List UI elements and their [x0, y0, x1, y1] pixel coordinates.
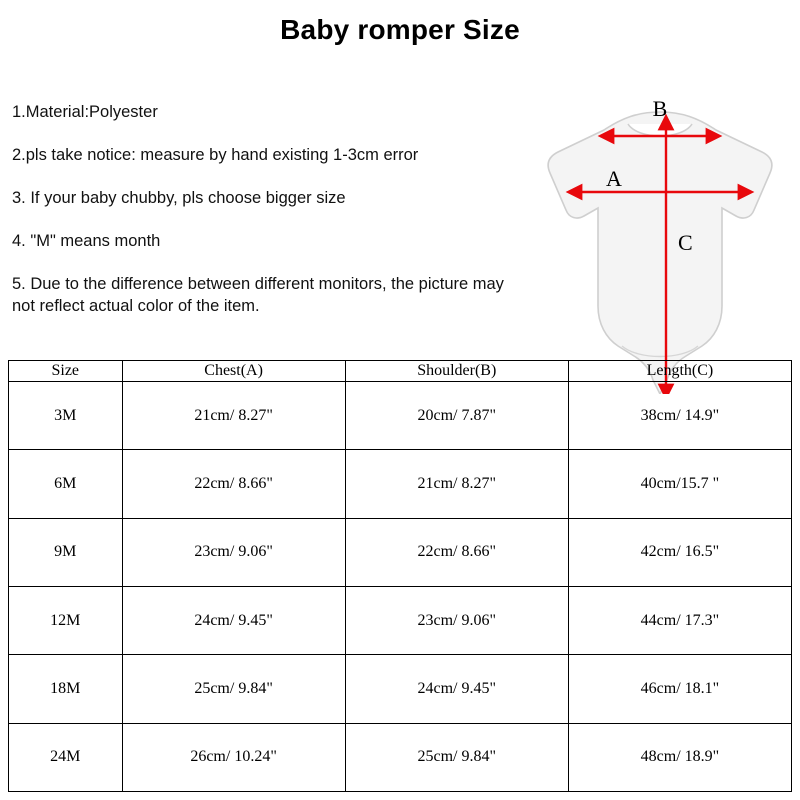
note-item-2: 2.pls take notice: measure by hand existing 1-3cm error	[12, 146, 419, 165]
cell-chest: 26cm/ 10.24"	[122, 723, 345, 791]
cell-shoulder: 21cm/ 8.27"	[345, 450, 568, 518]
size-table	[8, 360, 792, 792]
notes-list	[12, 102, 522, 317]
cell-shoulder: 22cm/ 8.66"	[345, 518, 568, 586]
table-row	[9, 723, 792, 791]
cell-size: 18M	[9, 655, 123, 723]
cell-shoulder: 20cm/ 7.87"	[345, 382, 568, 450]
note-item-5: 5. Due to the difference between different monitors, the picture may not reflect actual color of the item.	[12, 275, 504, 315]
cell-shoulder: 24cm/ 9.45"	[345, 655, 568, 723]
cell-length: 44cm/ 17.3"	[568, 586, 791, 654]
romper-shape	[548, 112, 772, 394]
note-item-3: 3. If your baby chubby, pls choose bigger size	[12, 189, 346, 208]
romper-diagram	[526, 94, 794, 394]
table-header-row	[9, 361, 792, 382]
table-row	[9, 518, 792, 586]
info-section	[0, 46, 800, 336]
cell-length: 38cm/ 14.9"	[568, 382, 791, 450]
cell-length: 42cm/ 16.5"	[568, 518, 791, 586]
table-header-chest: Chest(A)	[122, 361, 345, 382]
table-header-size: Size	[9, 361, 123, 382]
table-row	[9, 655, 792, 723]
size-table-container	[8, 360, 792, 792]
table-header-shoulder: Shoulder(B)	[345, 361, 568, 382]
label-c: C	[678, 230, 693, 255]
cell-size: 9M	[9, 518, 123, 586]
label-b: B	[652, 96, 668, 121]
cell-chest: 24cm/ 9.45"	[122, 586, 345, 654]
cell-size: 6M	[9, 450, 123, 518]
cell-shoulder: 23cm/ 9.06"	[345, 586, 568, 654]
cell-length: 40cm/15.7 "	[568, 450, 791, 518]
cell-length: 46cm/ 18.1"	[568, 655, 791, 723]
note-item-4: 4. "M" means month	[12, 232, 161, 251]
table-row	[9, 382, 792, 450]
cell-size: 24M	[9, 723, 123, 791]
table-row	[9, 450, 792, 518]
label-a: A	[606, 166, 622, 191]
page-title: Baby romper Size	[280, 14, 520, 45]
cell-size: 12M	[9, 586, 123, 654]
table-row	[9, 586, 792, 654]
cell-chest: 21cm/ 8.27"	[122, 382, 345, 450]
note-item-1: 1.Material:Polyester	[12, 103, 158, 121]
cell-shoulder: 25cm/ 9.84"	[345, 723, 568, 791]
cell-size: 3M	[9, 382, 123, 450]
cell-chest: 23cm/ 9.06"	[122, 518, 345, 586]
cell-chest: 22cm/ 8.66"	[122, 450, 345, 518]
cell-chest: 25cm/ 9.84"	[122, 655, 345, 723]
table-header-length: Length(C)	[568, 361, 791, 382]
cell-length: 48cm/ 18.9"	[568, 723, 791, 791]
